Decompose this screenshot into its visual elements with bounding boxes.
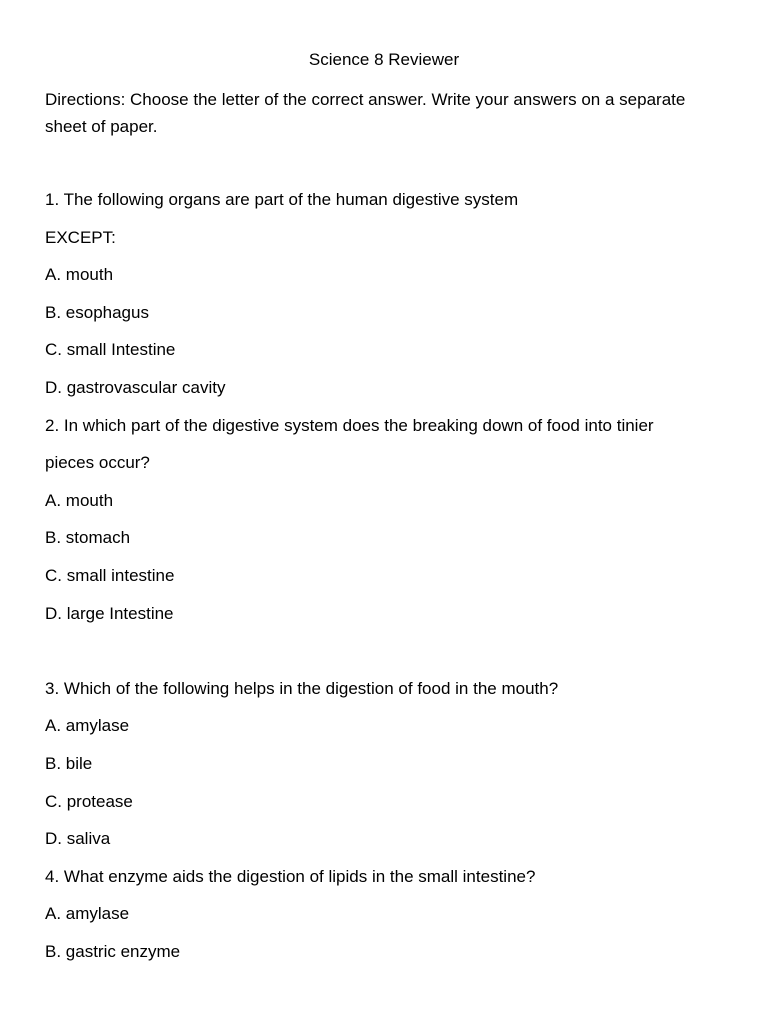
answer-choice: A. amylase [45, 904, 130, 924]
answer-choice: B. bile [45, 753, 93, 773]
answer-choice: C. small Intestine [45, 340, 176, 360]
answer-choice: D. saliva [45, 829, 111, 849]
directions-text: Directions: Choose the letter of the correct answer. Write your answers on a separate sheet of paper. [45, 90, 686, 136]
answer-choice: D. large Intestine [45, 603, 174, 623]
question-stem-continued: pieces occur? [45, 453, 150, 473]
question-4 [45, 865, 745, 978]
question-list [45, 188, 745, 977]
blank-line [45, 639, 745, 677]
question-stem: 4. What enzyme aids the digestion of lipids in the small intestine? [45, 866, 536, 886]
answer-choice: C. protease [45, 791, 133, 811]
document-title: Science 8 Reviewer [308, 50, 460, 69]
answer-choice: B. esophagus [45, 302, 149, 322]
answer-choice: D. gastrovascular cavity [45, 377, 226, 397]
question-1 [45, 188, 745, 414]
question-stem: 3. Which of the following helps in the digestion of food in the mouth? [45, 678, 559, 698]
question-stem-continued: EXCEPT: [45, 227, 116, 247]
question-3 [45, 677, 745, 865]
question-stem: 2. In which part of the digestive system does the breaking down of food into tinier [45, 415, 654, 435]
answer-choice: A. mouth [45, 265, 114, 285]
answer-choice: B. stomach [45, 528, 131, 548]
answer-choice: B. gastric enzyme [45, 941, 181, 961]
answer-choice: A. amylase [45, 716, 130, 736]
answer-choice: A. mouth [45, 490, 114, 510]
question-stem: 1. The following organs are part of the human digestive system [45, 190, 519, 209]
question-2 [45, 414, 745, 640]
answer-choice: C. small intestine [45, 565, 175, 585]
